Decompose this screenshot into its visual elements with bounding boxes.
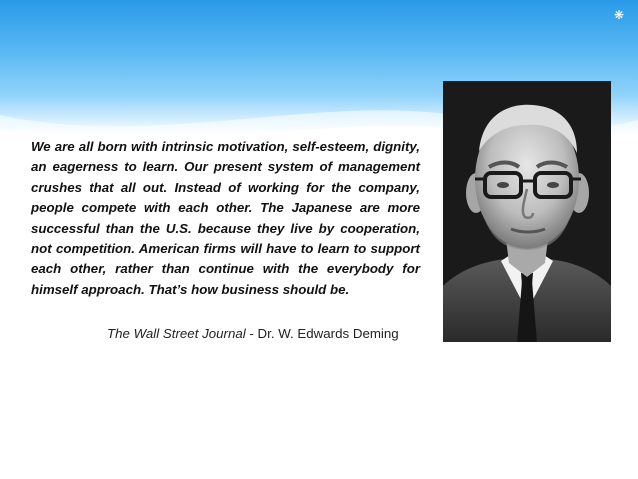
attribution-author: Dr. W. Edwards Deming <box>257 326 399 341</box>
deming-quote: We are all born with intrinsic motivation, self-esteem, dignity, an eagerness to learn. Our present system of management crushes that all out. Instead of working for the company, people compete with each other. The Japanese are more successful than the U.S. because they live by cooperation, not competition. American firms will have to learn to support each other, rather than continue with the everybody for himself approach. That’s how business should be. <box>31 139 420 297</box>
attribution-separator: - <box>245 326 258 341</box>
quote-attribution <box>107 326 437 341</box>
decorative-corner-icon: ❋ <box>613 8 624 22</box>
portrait-illustration <box>443 81 611 342</box>
attribution-source: The Wall Street Journal <box>107 326 246 341</box>
portrait-photo <box>443 81 611 342</box>
